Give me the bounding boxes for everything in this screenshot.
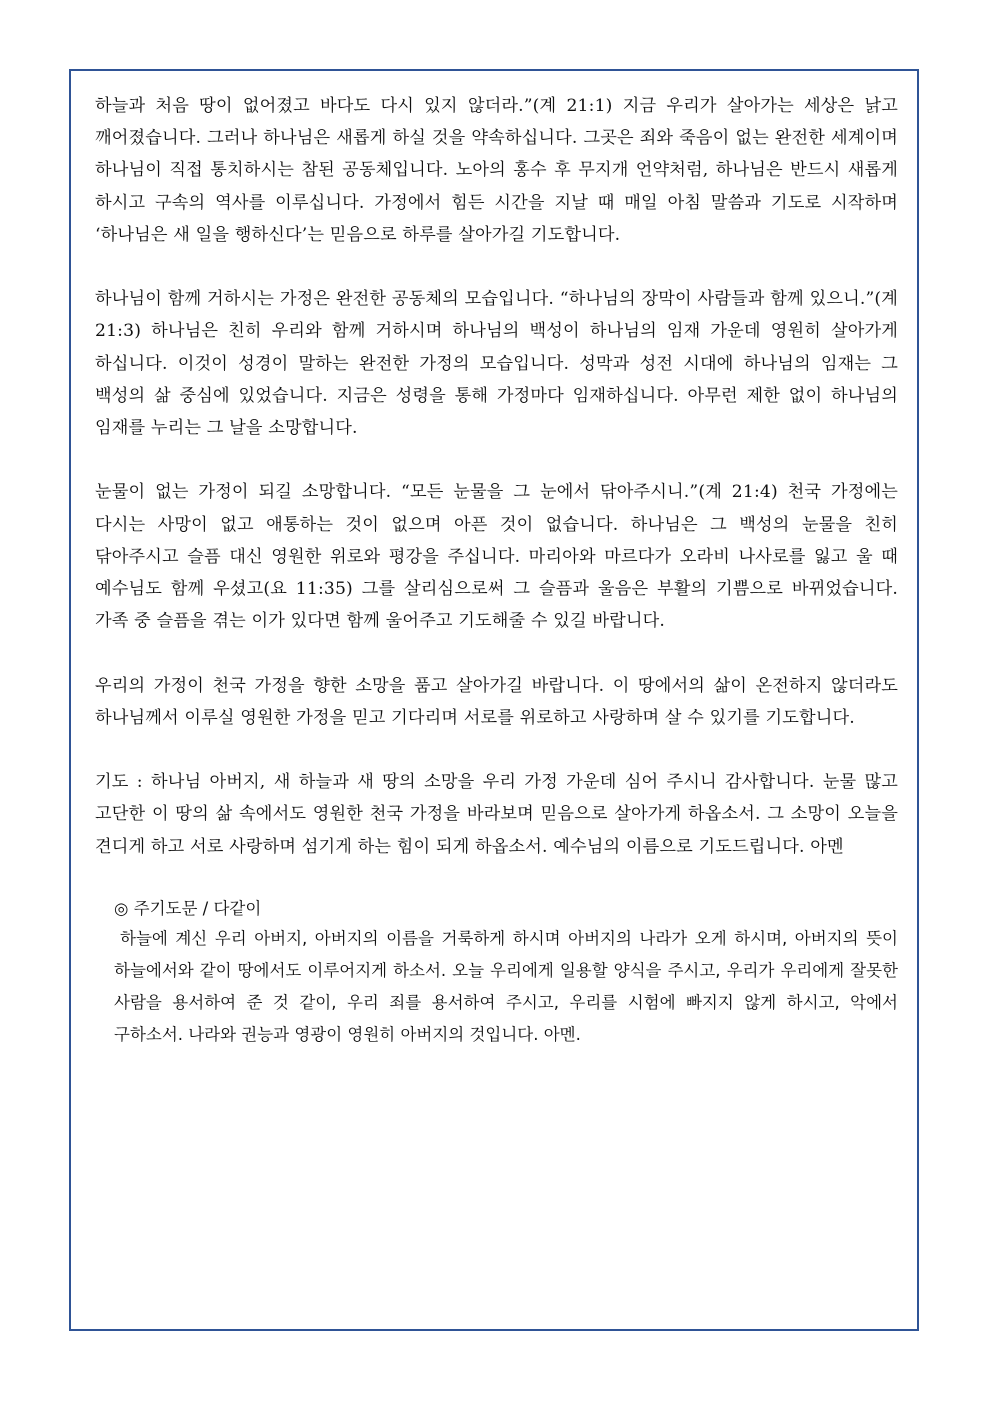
lords-prayer-section (95, 895, 898, 1051)
paragraph-prayer: 기도 : 하나님 아버지, 새 하늘과 새 땅의 소망을 우리 가정 가운데 심어 주시니 감사합니다. 눈물 많고 고단한 이 땅의 삶 속에서도 영원한 천국 가정을 바라보며 믿음으로 살아가게 하옵소서. 그 소망이 오늘을 견디게 하고 서로 사랑하며 섬기게 하는 힘이 되게 하옵소서. 예수님의 이름으로 기도드립니다. 아멘 (95, 772, 898, 857)
document-body (95, 90, 898, 1051)
lords-prayer-heading: ◎ 주기도문 / 다같이 (114, 899, 262, 918)
paragraph-hope: 우리의 가정이 천국 가정을 향한 소망을 품고 살아가길 바랍니다. 이 땅에서의 삶이 온전하지 않더라도 하나님께서 이루실 영원한 가정을 믿고 기다리며 서로를 위로하고 사랑하며 살 수 있기를 기도합니다. (95, 675, 898, 728)
paragraph-new-heaven: 하늘과 처음 땅이 없어졌고 바다도 다시 있지 않더라.”(계 21:1) 지금 우리가 살아가는 세상은 낡고 깨어졌습니다. 그러나 하나님은 새롭게 하실 것을 약속하십니다. 그곳은 죄와 죽음이 없는 완전한 세계이며 하나님이 직접 통치하시는 참된 공동체입니다. 노아의 홍수 후 무지개 언약처럼, 하나님은 반드시 새롭게 하시고 구속의 역사를 이루십니다. 가정에서 힘든 시간을 지날 때 매일 아침 말씀과 기도로 시작하며 ‘하나님은 새 일을 행하신다’는 믿음으로 하루를 살아가길 기도합니다. (95, 96, 898, 245)
lords-prayer-body: 하늘에 계신 우리 아버지, 아버지의 이름을 거룩하게 하시며 아버지의 나라가 오게 하시며, 아버지의 뜻이 하늘에서와 같이 땅에서도 이루어지게 하소서. 오늘 우리에게 일용할 양식을 주시고, 우리가 우리에게 잘못한 사람을 용서하여 준 것 같이, 우리 죄를 용서하여 주시고, 우리를 시험에 빠지지 않게 하시고, 악에서 구하소서. 나라와 권능과 영광이 영원히 아버지의 것입니다. 아멘. (114, 929, 898, 1044)
paragraph-god-dwells: 하나님이 함께 거하시는 가정은 완전한 공동체의 모습입니다. “하나님의 장막이 사람들과 함께 있으니.”(계 21:3) 하나님은 친히 우리와 함께 거하시며 하나님의 백성이 하나님의 임재 가운데 영원히 살아가게 하십니다. 이것이 성경이 말하는 완전한 가정의 모습입니다. 성막과 성전 시대에 하나님의 임재는 그 백성의 삶 중심에 있었습니다. 지금은 성령을 통해 가정마다 임재하십니다. 아무런 제한 없이 하나님의 임재를 누리는 그 날을 소망합니다. (95, 289, 898, 439)
paragraph-no-tears: 눈물이 없는 가정이 되길 소망합니다. “모든 눈물을 그 눈에서 닦아주시니.”(계 21:4) 천국 가정에는 다시는 사망이 없고 애통하는 것이 없으며 아픈 것이 없습니다. 하나님은 그 백성의 눈물을 친히 닦아주시고 슬픔 대신 영원한 위로와 평강을 주십니다. 마리아와 마르다가 오라비 나사로를 잃고 울 때 예수님도 함께 우셨고(요 11:35) 그를 살리심으로써 그 슬픔과 울음은 부활의 기쁨으로 바뀌었습니다. 가족 중 슬픔을 겪는 이가 있다면 함께 울어주고 기도해줄 수 있길 바랍니다. (95, 482, 898, 632)
